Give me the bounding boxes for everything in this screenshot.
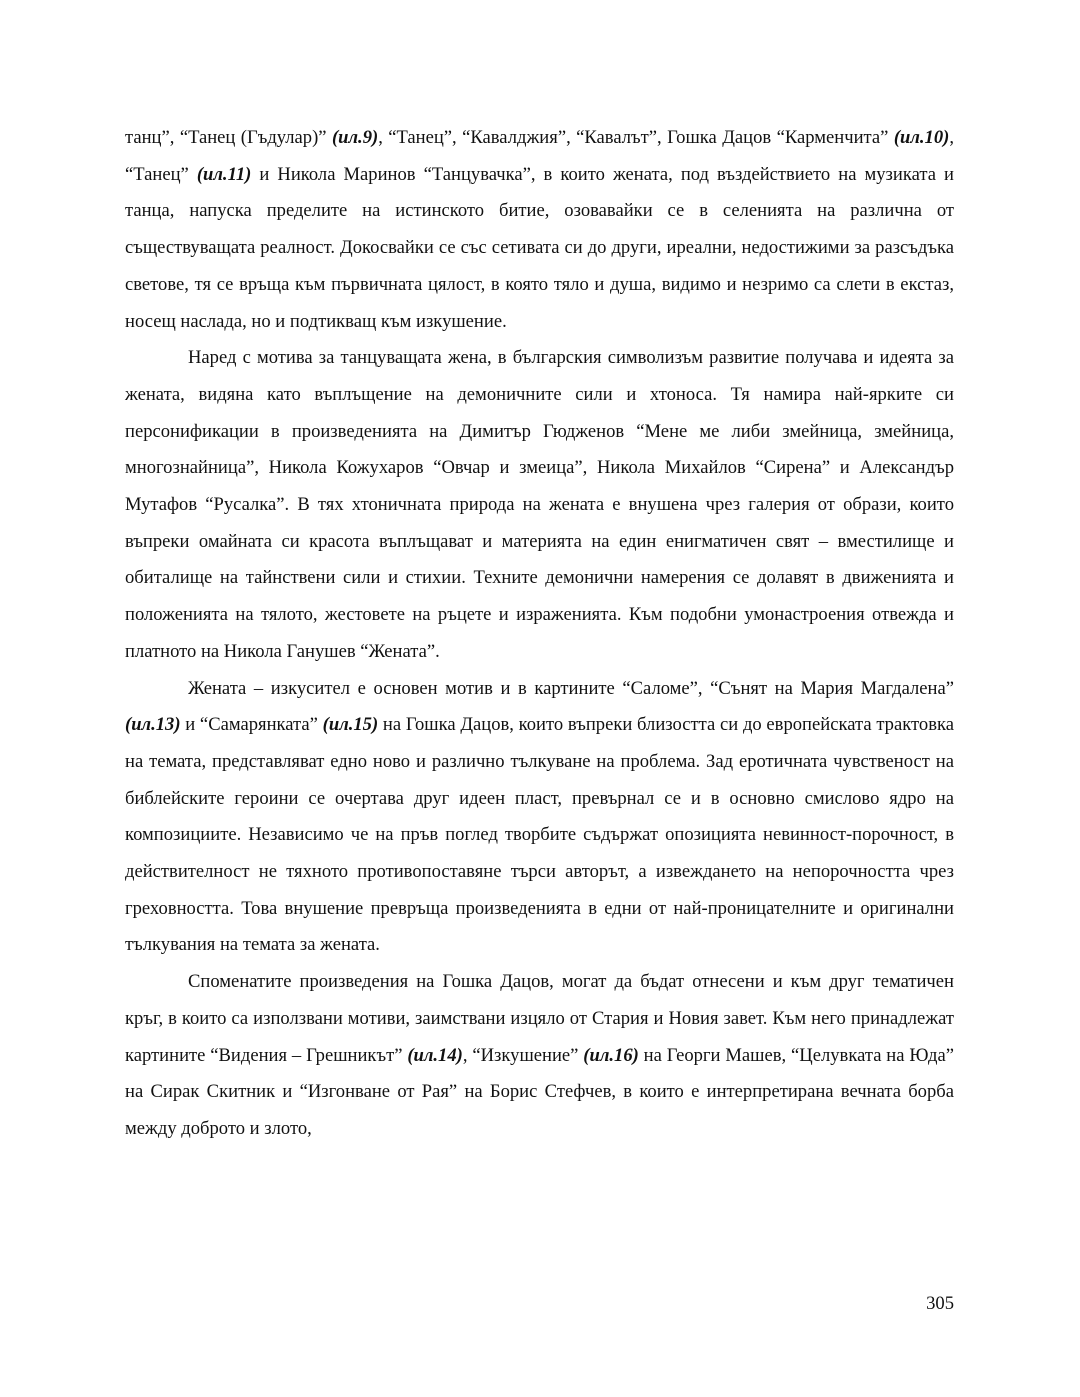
page-number: 305 bbox=[926, 1293, 954, 1314]
paragraph-text: и Никола Маринов “Танцувачка”, в които жената, под въздействието на музиката и танца, напуска пределите на истинското битие, озовавайки се в селенията на различна от съществуващата реалност. Докосвайки се със сетивата си до други, иреални, недостижими за разсъдъка светове, тя се връща към първичната цялост, в която тяло и душа, видимо и незримо са слети в екстаз, носещ наслада, но и подтикващ към изкушение. bbox=[125, 163, 954, 332]
paragraph-text: на Гошка Дацов, които въпреки близостта си до европейската трактовка на темата, представляват едно ново и различно тълкуване на проблема. Зад еротичната чувственост на библейските героини се очертава друг идеен пласт, превърнал се и в основно смислово ядро на композициите. Независимо че на пръв поглед творбите съдържат опозицията невинност-порочност, в действителност не тяхното противопоставяне търси авторът, а извеждането на непорочността чрез греховността. Това внушение превръща произведенията в едни от най-проницателните и оригинални тълкувания на темата за жената. bbox=[125, 714, 954, 956]
paragraph-2 bbox=[125, 340, 954, 670]
illustration-reference: (ил.15) bbox=[322, 714, 379, 736]
illustration-reference: (ил.10) bbox=[893, 127, 950, 148]
illustration-reference: (ил.14) bbox=[407, 1044, 463, 1066]
paragraph-text: Жената – изкусител е основен мотив и в картините “Саломе”, “Сънят на Мария Магдалена” bbox=[188, 677, 954, 699]
paragraph-text: и “Самарянката” bbox=[180, 714, 323, 736]
paragraph-4 bbox=[125, 964, 954, 1148]
paragraph-text: Наред с мотива за танцуващата жена, в българския символизъм развитие получава и идеята за жената, видяна като въплъщение на демоничните сили и хтоноса. Тя намира най-ярките си персонификации в произведенията на Димитър Гюдженов “Мене ме либи змейница, змейница, многознайница”, Никола Кожухаров “Овчар и змеица”, Никола Михайлов “Сирена” и Александър Мутафов “Русалка”. В тях хтоничната природа на жената е внушена чрез галерия от образи, които въпреки омайната си красота въплъщават и материята на един енигматичен свят – вместилище и обиталище на тайнствени сили и стихии. Техните демонични намерения се долавят в движенията и положенията на тялото, жестовете на ръцете и израженията. Към подобни умонастроения отвежда и платното на Никола Ганушев “Жената”. bbox=[125, 347, 954, 662]
illustration-reference: (ил.13) bbox=[125, 714, 181, 736]
illustration-reference: (ил.16) bbox=[583, 1044, 639, 1066]
paragraph-text: , “Изкушение” bbox=[462, 1044, 584, 1066]
illustration-reference: (ил.9) bbox=[331, 127, 379, 148]
paragraph-text: танц”, “Танец (Гъдулар)” bbox=[125, 127, 332, 148]
paragraph-text: , “Танец”, “Кавалджия”, “Кавалът”, Гошка Дацов “Карменчита” bbox=[378, 127, 894, 148]
paragraph-3 bbox=[125, 671, 954, 965]
paragraph-text: , “Танец” bbox=[125, 127, 954, 185]
paragraph-text: Споменатите произведения на Гошка Дацов, могат да бъдат отнесени и към друг тематичен кръг, в които са използвани мотиви, заимствани изцяло от Стария и Новия завет. Към него принадлежат картините “Видения – Грешникът” bbox=[125, 971, 954, 1066]
paragraph-1 bbox=[125, 120, 954, 340]
paragraph-text: на Георги Машев, “Целувката на Юда” на Сирак Скитник и “Изгонване от Рая” на Борис Стефчев, в които е интерпретирана вечната борба между доброто и злото, bbox=[125, 1044, 954, 1139]
document-page bbox=[125, 120, 954, 1148]
illustration-reference: (ил.11) bbox=[196, 163, 252, 185]
